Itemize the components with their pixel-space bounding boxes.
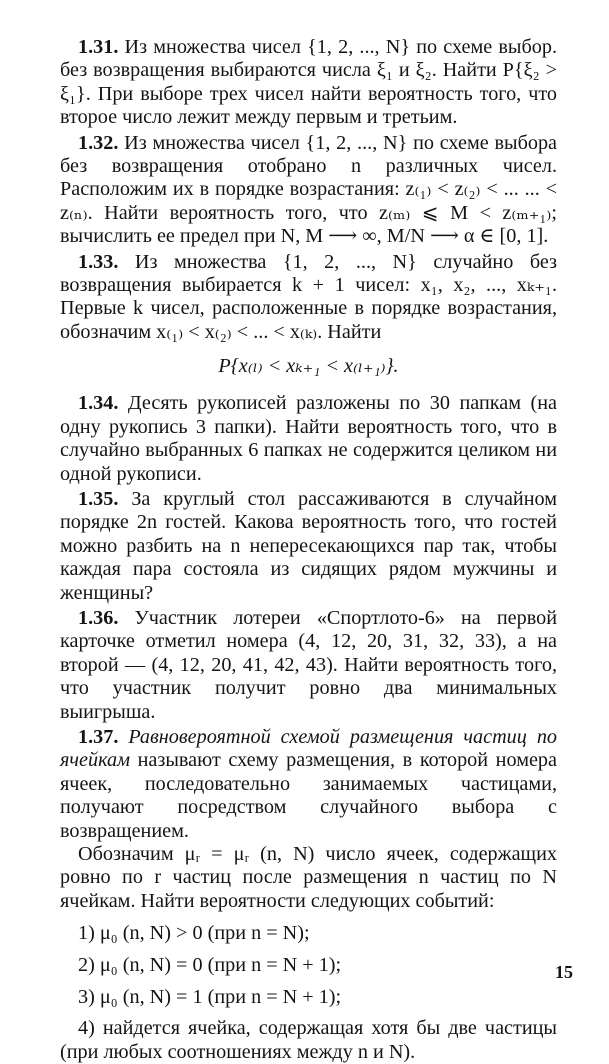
problem-text: называют схему размещения, в которой номера ячеек, последовательно занимаемых частицами, получают посредством случайного выбора с возвращением.: [60, 749, 557, 842]
problem-number: 1.33.: [78, 250, 119, 273]
problem-text: Из множества чисел {1, 2, ..., N} по схеме выбор. без возвращения выбираются числа ξ₁ и ξ₂. Найти P{ξ₂ > ξ₁}. При выборе трех чисел найти вероятность того, что второе число лежит между первым и третьим.: [60, 36, 558, 129]
problem-text: Из множества чисел {1, 2, ..., N} по схеме выбора без возвращения отобрано n различных чисел. Расположим их в порядке возрастания: z₍₁₎ < z₍₂₎ < ... ... < z₍ₙ₎. Найти вероятность того, что z₍ₘ₎ ⩽ M < z₍ₘ₊₁₎; вычислить ее предел при N, M ⟶ ∞, M/N ⟶ α ∈ [0, 1].: [60, 131, 558, 248]
problem-number: 1.32.: [78, 131, 119, 154]
problem-number: 1.31.: [78, 36, 119, 58]
event-item-2: 2) μ₀ (n, N) = 0 (при n = N + 1);: [78, 954, 342, 977]
problem-1-33: [60, 251, 557, 345]
event-item-1: 1) μ₀ (n, N) > 0 (при n = N);: [78, 922, 310, 945]
problem-1-34: [60, 392, 557, 486]
event-item-4: [60, 1017, 557, 1064]
page-number: 15: [555, 962, 573, 982]
event-item-4-text: 4) найдется ячейка, содержащая хотя бы две частицы (при любых соотношениях между n и N).: [60, 1017, 557, 1063]
problem-number: 1.34.: [78, 392, 119, 415]
problem-number: 1.36.: [78, 606, 119, 629]
problem-1-31: [60, 36, 557, 130]
problem-text: За круглый стол рассаживаются в случайном порядке 2n гостей. Какова вероятность того, что гостей можно разбить на n непересекающихся пар так, чтобы каждая пара состояла из сидящих рядом мужчины и женщины?: [60, 487, 558, 604]
event-item-3: 3) μ₀ (n, N) = 1 (при n = N + 1);: [78, 986, 342, 1009]
problem-text: Из множества {1, 2, ..., N} случайно без возвращения выбирается k + 1 чисел: x₁, x₂, ..., xₖ₊₁. Первые k чисел, расположенные в порядке возрастания, обозначим x₍₁₎ < x₍₂₎ < ... < x₍ₖ₎. Найти: [60, 250, 558, 343]
problem-1-36: [60, 607, 557, 724]
problem-number: 1.35.: [78, 487, 119, 510]
paragraph-text: Обозначим μᵣ = μᵣ (n, N) число ячеек, содержащих ровно по r частиц после размещения n частиц по N ячейкам. Найти вероятности следующих событий:: [60, 843, 557, 912]
problem-text: Десять рукописей разложены по 30 папкам (на одну рукопись 3 папки). Найти вероятность того, что в случайно выбранных 6 папках не содержится целиком ни одной рукописи.: [60, 392, 557, 485]
problem-1-37-paragraph: [60, 843, 557, 913]
problem-text: Участник лотереи «Спортлото-6» на первой карточке отметил номера (4, 12, 20, 31, 32, 33), а на второй — (4, 12, 20, 41, 42, 43). Найти вероятность того, что участник получит ровно два минимальных выигрыша.: [60, 606, 558, 723]
problem-1-35: [60, 488, 557, 605]
problem-number: 1.37.: [78, 725, 119, 748]
definition-term: Равновероятной схемой размещения частиц по ячейкам: [60, 725, 558, 772]
formula-1-33: P{x₍ₗ₎ < xₖ₊₁ < x₍ₗ₊₁₎}.: [218, 355, 399, 378]
problem-1-32: [60, 132, 557, 249]
problem-1-37: [60, 726, 557, 843]
